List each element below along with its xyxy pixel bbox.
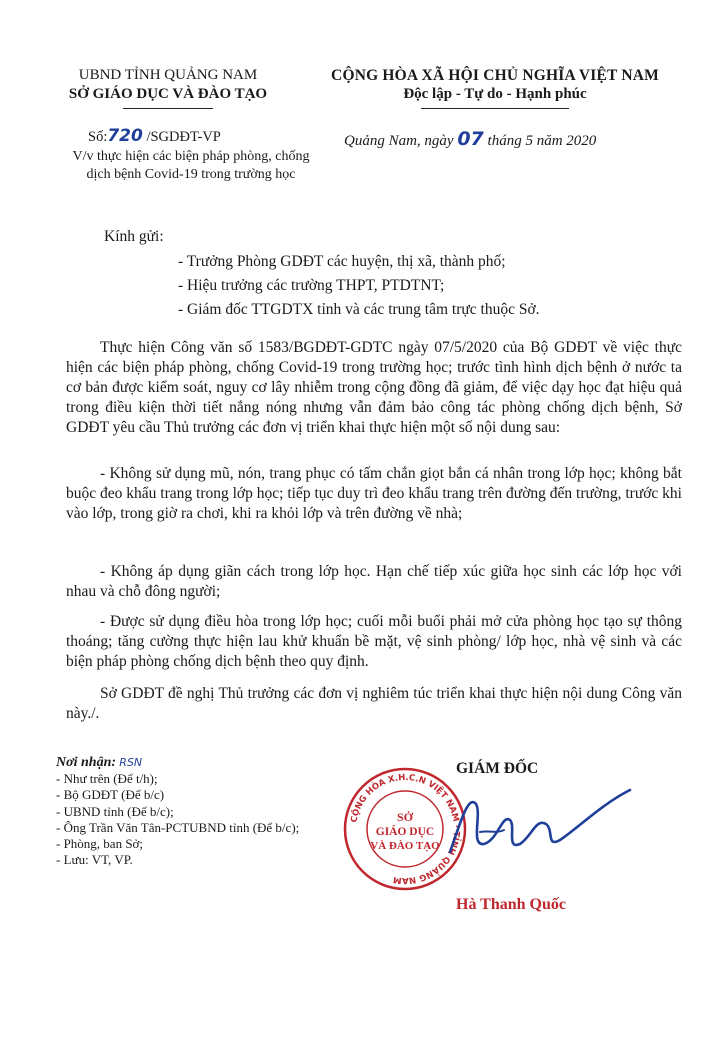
distribution-title: Nơi nhận: (56, 755, 117, 770)
date-prefix: Quảng Nam, ngày (344, 133, 454, 149)
subject-line-1: V/v thực hiện các biện pháp phòng, chống (72, 149, 310, 164)
recipient-list (178, 250, 540, 322)
seal-center-3: VÀ ĐÀO TẠO (370, 840, 440, 852)
item-1-paragraph: - Không sử dụng mũ, nón, trang phục có tấm chắn giọt bắn cá nhân trong lớp học; không bắt buộc đeo khẩu trang trong lớp học; tiếp tục duy trì đeo khẩu trang trên đường đến trường, trước khi vào lớp, trong giờ ra chơi, khi ra khỏi lớp và trên đường về nhà; (66, 465, 682, 522)
body-item-1 (66, 464, 682, 524)
handwritten-initials: RSN (119, 756, 143, 769)
recipient-item: - Hiệu trưởng các trường THPT, PTDTNT; (178, 277, 445, 294)
motto-underline (421, 108, 569, 109)
intro-paragraph: Thực hiện Công văn số 1583/BGDĐT-GDTC ngày 07/5/2020 của Bộ GDĐT về việc thực hiện các biện pháp phòng, chống Covid-19 trong trường học; trước tình hình dịch bệnh ở nước ta cơ bản được kiểm soát, nguy cơ lây nhiễm trong cộng đồng đã giảm, để việc dạy học đạt hiệu quả trong điều kiện thời tiết nắng nóng nhưng vẫn đảm bảo công tác phòng chống dịch bệnh, Sở GDĐT yêu cầu Thủ trưởng các đơn vị triển khai thực hiện một số nội dung sau: (66, 339, 682, 436)
handwritten-number: 720 (107, 126, 143, 146)
recipient-item: - Trưởng Phòng GDĐT các huyện, thị xã, thành phố; (178, 253, 506, 270)
seal-center-1: SỞ (396, 810, 414, 824)
distribution-item: - Ông Trần Văn Tân-PCTUBND tỉnh (Để b/c); (56, 819, 300, 835)
handwritten-signature (446, 774, 646, 874)
distribution-item: - Lưu: VT, VP. (56, 852, 133, 868)
seal-center-2: GIÁO DỤC (375, 826, 435, 838)
number-suffix: /SGDĐT-VP (146, 129, 221, 145)
salutation: Kính gửi: (104, 228, 164, 245)
national-motto-block (300, 66, 690, 109)
body-item-3 (66, 612, 682, 672)
document-number (88, 126, 221, 146)
body-closing (66, 684, 682, 724)
subject-line-2: dịch bệnh Covid-19 trong trường học (86, 167, 296, 182)
distribution-item: - Như trên (Để t/h); (56, 771, 158, 787)
national-motto: Độc lập - Tự do - Hạnh phúc (403, 86, 587, 102)
issuer-underline (123, 108, 213, 109)
issuer-province: UBND TỈNH QUẢNG NAM (78, 67, 258, 83)
distribution-list (56, 754, 299, 868)
number-prefix: Số: (88, 129, 108, 145)
item-2-paragraph: - Không áp dụng giãn cách trong lớp học. Hạn chế tiếp xúc giữa học sinh các lớp học với nhau và chỗ đông người; (66, 563, 682, 600)
body-item-2 (66, 562, 682, 602)
signer-name: Hà Thanh Quốc (456, 896, 566, 913)
distribution-item: - Bộ GDĐT (Để b/c) (56, 787, 165, 803)
seal-ring-text: CỘNG HÒA X.H.C.N VIỆT NAM · TỈNH QUẢNG NAM (349, 772, 462, 886)
handwritten-day: 07 (457, 128, 484, 150)
body-intro (66, 338, 682, 438)
item-3-paragraph: - Được sử dụng điều hòa trong lớp học; cuối mỗi buổi phải mở cửa phòng học tạo sự thông thoáng; tăng cường thực hiện lau khử khuẩn bề mặt, vệ sinh phòng/ lớp học, nhà vệ sinh và các biện pháp phòng chống dịch bệnh theo quy định. (66, 613, 682, 670)
distribution-item: - Phòng, ban Sở; (56, 836, 144, 852)
document-subject (56, 148, 326, 184)
date-suffix: tháng 5 năm 2020 (487, 133, 597, 149)
country-name: CỘNG HÒA XÃ HỘI CHỦ NGHĨA VIỆT NAM (331, 67, 659, 84)
issuer-block (18, 66, 318, 109)
document-date (344, 128, 596, 150)
recipient-item: - Giám đốc TTGDTX tỉnh và các trung tâm trực thuộc Sở. (178, 301, 540, 318)
signature-stroke (450, 790, 630, 852)
distribution-item: - UBND tỉnh (Để b/c); (56, 803, 174, 819)
signer-position: GIÁM ĐỐC (456, 760, 539, 777)
signature-stroke (480, 830, 504, 832)
issuer-department: SỞ GIÁO DỤC VÀ ĐÀO TẠO (68, 86, 268, 102)
closing-paragraph: Sở GDĐT đề nghị Thủ trưởng các đơn vị nghiêm túc triển khai thực hiện nội dung Công văn này./. (66, 685, 682, 722)
